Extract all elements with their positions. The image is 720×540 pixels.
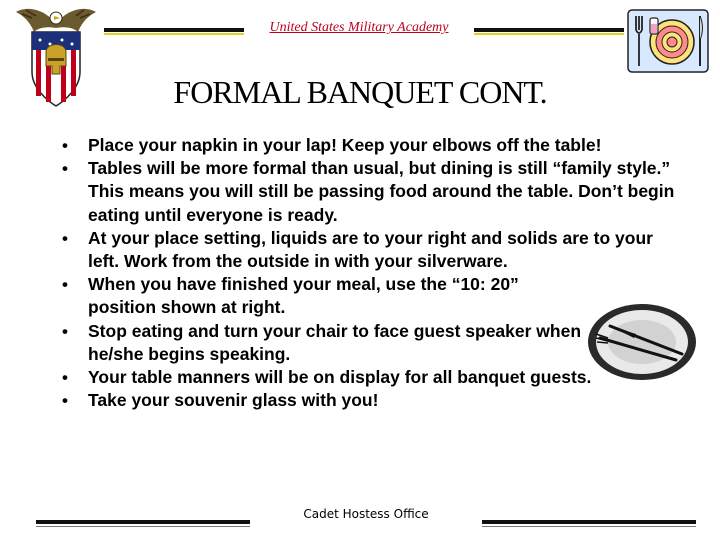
bullet-item [62, 134, 682, 157]
bullet-marker: • [62, 136, 68, 155]
bullet-marker: • [62, 321, 68, 341]
header-rule-right [474, 28, 624, 32]
bullet-item [62, 157, 682, 227]
page-title: FORMAL BANQUET CONT. [173, 74, 547, 110]
place-setting-icon [626, 6, 712, 76]
bullet-marker: • [62, 275, 68, 295]
bullet-text: Your table manners will be on display for all banquet guests. [88, 367, 592, 388]
bullet-text: Stop eating and turn your chair to face guest speaker when he/she begins speaking. [88, 320, 582, 364]
bullet-marker: • [62, 368, 68, 388]
bullet-text: At your place setting, liquids are to your right and solids are to your left. Work from the outside in with your silverware. [88, 227, 653, 272]
bullet-text: Take your souvenir glass with you! [88, 390, 379, 411]
footer-rule-left-thin [36, 526, 250, 527]
bullet-item [62, 227, 682, 273]
footer-rule-right [482, 520, 696, 524]
header-rule-left [104, 28, 244, 32]
footer-rule-right-thin [482, 526, 696, 527]
bullet-marker: • [62, 159, 68, 179]
header-accent-left [104, 33, 244, 35]
plate-10-20-icon [580, 298, 698, 384]
bullet-text: Tables will be more formal than usual, but dining is still “family style.” This means you will still be passing food around the table. Don’t begin eating until everyone is ready. [88, 158, 675, 225]
footer-rule-left [36, 520, 250, 524]
bullet-marker: • [62, 391, 68, 411]
bullet-text: When you have finished your meal, use the “10: 20” position shown at right. [88, 274, 519, 318]
footer-text: Cadet Hostess Office [303, 507, 429, 521]
bullet-text: Place your napkin in your lap! Keep your elbows off the table! [88, 135, 602, 155]
bullet-item [62, 389, 682, 412]
bullet-marker: • [62, 228, 68, 248]
academy-name: United States Military Academy [269, 20, 449, 35]
header-accent-right [474, 33, 624, 35]
